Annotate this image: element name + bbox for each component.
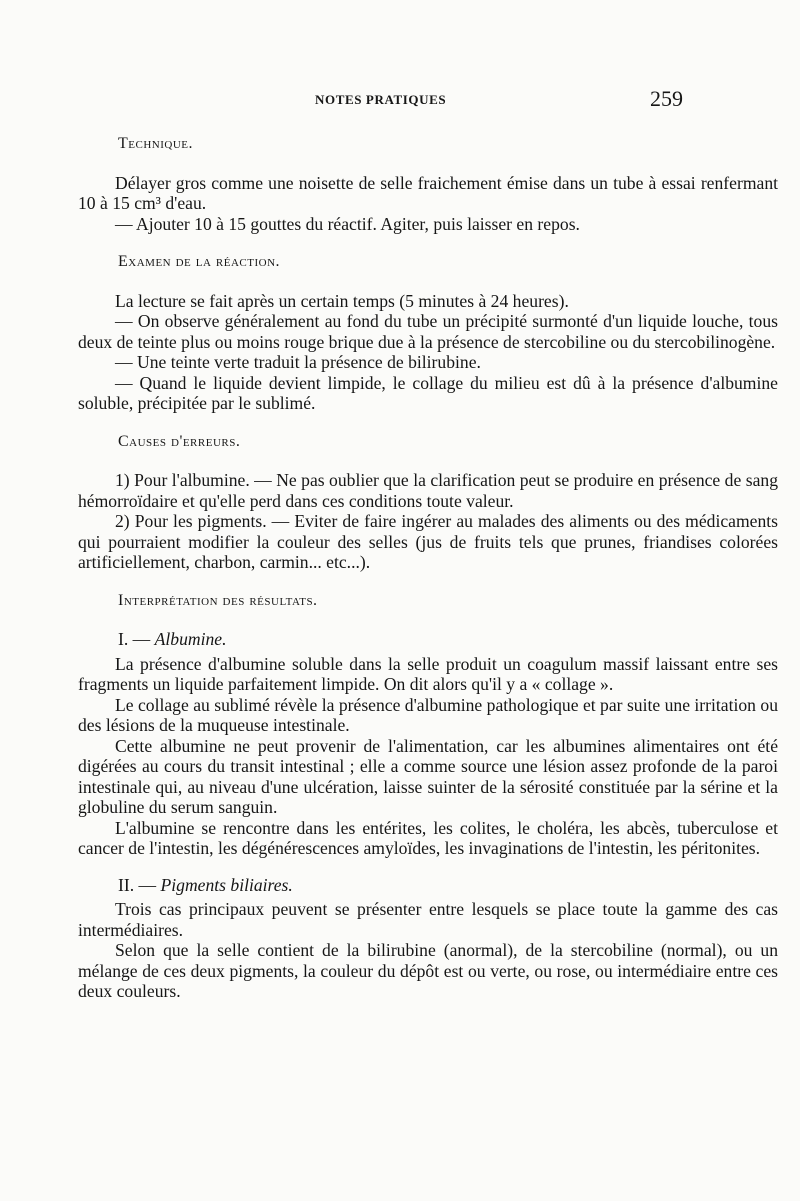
paragraph: Selon que la selle contient de la bilirubine (anormal), de la stercobiline (normal), ou un mélange de ces deux pigments, la couleur du dépôt est ou verte, ou rose, ou intermédiaire entre ces deux couleurs. — [78, 940, 778, 1001]
subheading-title: Pigments biliaires. — [160, 874, 293, 895]
section-heading-causes: Causes d'erreurs. — [118, 432, 241, 450]
section-heading-technique: Technique. — [118, 135, 193, 152]
paragraph: Trois cas principaux peuvent se présenter entre lesquels se place toute la gamme des cas intermédiaires. — [78, 899, 778, 940]
paragraph: 2) Pour les pigments. — Eviter de faire ingérer au malades des aliments ou des médicaments qui pourraient modifier la couleur des selles (jus de fruits tels que prunes, friandises colorées artificiellement, charbon, carmin... etc...). — [78, 511, 778, 572]
subheading-title: Albumine. — [154, 629, 227, 649]
page-number: 259 — [650, 86, 683, 111]
subheading-number: I. — — [118, 629, 151, 649]
paragraph: 1) Pour l'albumine. — Ne pas oublier que la clarification peut se produire en présence de sang hémorroïdaire et qu'elle perd dans ces conditions toute valeur. — [78, 470, 778, 511]
paragraph: — Ajouter 10 à 15 gouttes du réactif. Agiter, puis laisser en repos. — [115, 213, 580, 234]
subheading-albumine — [78, 629, 778, 650]
paragraph: — On observe généralement au fond du tube un précipité surmonté d'un liquide louche, tous deux de teinte plus ou moins rouge brique due à la présence de stercobiline ou du stercobilinogène. — [78, 311, 778, 352]
subheading-pigments — [78, 875, 778, 896]
paragraph: — Une teinte verte traduit la présence de bilirubine. — [115, 352, 481, 372]
paragraph: La lecture se fait après un certain temps (5 minutes à 24 heures). — [115, 290, 569, 311]
paragraph: Cette albumine ne peut provenir de l'alimentation, car les albumines alimentaires ont été digérées au cours du transit intestinal ; elle a comme source une lésion assez profonde de la paroi intestinale qui, au niveau d'une ulcération, laisse suinter de la sérosité constituée par la sérine et la globuline du serum sanguin. — [78, 735, 778, 817]
section-heading-examen: Examen de la réaction. — [118, 253, 281, 270]
paragraph: Délayer gros comme une noisette de selle fraichement émise dans un tube à essai renfermant 10 à 15 cm³ d'eau. — [78, 172, 778, 213]
paragraph: La présence d'albumine soluble dans la selle produit un coagulum massif laissant entre ses fragments un liquide parfaitement limpide. On dit alors qu'il y a « collage ». — [78, 653, 778, 694]
paragraph: Le collage au sublimé révèle la présence d'albumine pathologique et par suite une irritation ou des lésions de la muqueuse intestinale. — [78, 694, 778, 735]
running-title: NOTES PRATIQUES — [315, 92, 447, 107]
body-text — [78, 134, 778, 1002]
subheading-number: II. — — [118, 874, 157, 895]
section-heading-interpretation: Interprétation des résultats. — [118, 591, 318, 609]
paragraph: L'albumine se rencontre dans les entérites, les colites, le choléra, les abcès, tuberculose et cancer de l'intestin, les dégénérescences amyloïdes, les invaginations de l'intestin, les péritonites. — [78, 817, 778, 858]
paragraph: — Quand le liquide devient limpide, le collage du milieu est dû à la présence d'albumine soluble, précipitée par le sublimé. — [78, 372, 778, 413]
